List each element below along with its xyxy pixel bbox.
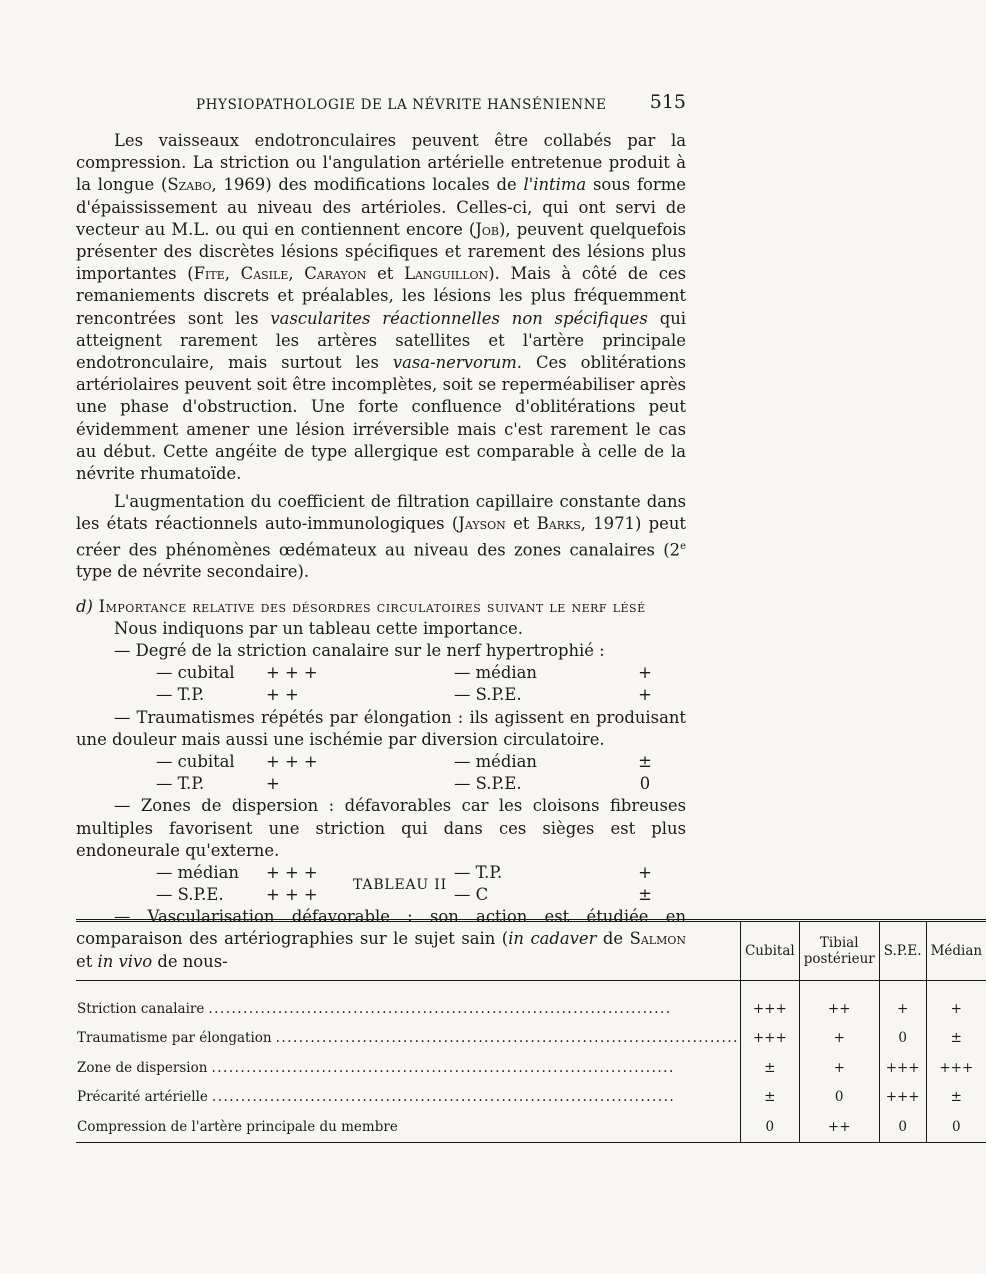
- page-number: 515: [649, 91, 686, 113]
- table-caption: TABLEAU II: [353, 877, 447, 893]
- row-label: Striction canalaire: [77, 1000, 205, 1017]
- striction-grid: [76, 662, 686, 706]
- row-label: Compression de l'artère principale du membre: [77, 1118, 398, 1135]
- grade-value: ±: [638, 885, 652, 905]
- grade-value: + +: [266, 685, 299, 705]
- grade-cell: ++: [799, 1112, 879, 1142]
- grade-cell: 0: [799, 1083, 879, 1113]
- col-header: Tibial postérieur: [799, 921, 879, 981]
- col-header: Cubital: [740, 921, 799, 981]
- row-label-cell: [76, 981, 740, 1024]
- section-d-heading: d) Importance relative des désordres circulatoires suivant le nerf lésé: [76, 596, 646, 616]
- grade-cell: 0: [879, 1112, 926, 1142]
- table-row: [76, 1024, 986, 1054]
- grade-value: +: [638, 663, 652, 683]
- comparison-row: [76, 773, 686, 795]
- row-label-cell: [76, 1024, 740, 1054]
- grade-value: + + +: [266, 751, 318, 771]
- nerve-name: — médian: [454, 663, 537, 683]
- row-label: Zone de dispersion: [77, 1059, 208, 1076]
- trauma-line: — Traumatismes répétés par élongation : ils agissent en produisant une douleur mais aussi une ischémie par diversion circulatoire.: [76, 707, 686, 749]
- row-label: Traumatisme par élongation: [77, 1030, 272, 1047]
- trauma-grid: [76, 751, 686, 795]
- col-header: Médian: [926, 921, 986, 981]
- nerve-name: — S.P.E.: [454, 774, 522, 794]
- nerve-name: — cubital: [156, 751, 235, 771]
- grade-cell: +: [799, 1053, 879, 1083]
- table-row: [76, 1112, 986, 1142]
- table-row: [76, 1053, 986, 1083]
- section-d-intro: Nous indiquons par un tableau cette importance.: [114, 618, 523, 638]
- vascularisation-line: — Vascularisation défavorable : son action est étudiée en comparaison des artériographies sur le sujet sain (in cadaver de Salmon et in vivo de nous-: [76, 907, 686, 971]
- grade-value: + + +: [266, 663, 318, 683]
- nerve-name: — S.P.E.: [454, 685, 522, 705]
- grade-value: +: [638, 685, 652, 705]
- striction-line: — Degré de la striction canalaire sur le nerf hypertrophié :: [114, 640, 605, 660]
- grade-cell: +++: [740, 1024, 799, 1054]
- tableau-ii: [76, 919, 986, 1143]
- nerve-name: — médian: [156, 862, 239, 882]
- grade-value: ±: [638, 751, 652, 771]
- grade-cell: +++: [740, 981, 799, 1024]
- comparison-row: [76, 684, 686, 706]
- nerve-name: — T.P.: [156, 685, 205, 705]
- nerve-name: — T.P.: [454, 862, 503, 882]
- grade-cell: ±: [926, 1024, 986, 1054]
- grade-value: +: [638, 862, 652, 882]
- grade-value: 0: [639, 774, 651, 794]
- leader-dots: ................................................................................: [211, 1059, 675, 1076]
- grade-cell: +: [799, 1024, 879, 1054]
- nerve-name: — médian: [454, 751, 537, 771]
- leader-dots: ................................................................................: [211, 1089, 676, 1106]
- paragraph-vaisseaux: Les vaisseaux endotronculaires peuvent être collabés par la compression. La striction ou l'angulation artérielle entretenue produit à la longue (Szabo, 1969) des modifications locales de l'intima sous forme d'épaississement au niveau des artérioles. Celles-ci, qui ont servi de vecteur au M.L. ou qui en contiennent encore (Job), peuvent quelquefois présenter des discrètes lésions spécifiques et rarement des lésions plus importantes (Fite, Casile, Carayon et Languillon). Mais à côté de ces remaniements discrets et préalables, les lésions les plus fréquemment rencontrées sont les vascularites réactionnelles non spécifiques qui atteignent rarement les artères satellites et l'artère principale endotronculaire, mais surtout les vasa-nervorum. Ces oblitérations artériolaires peuvent soit être incomplètes, soit se reperméabiliser après une phase d'obstruction. Une forte confluence d'oblitérations peut évidemment amener une lésion irréversible mais c'est rarement le cas au début. Cette angéite de type allergique est comparable à celle de la névrite rhumatoïde.: [76, 131, 687, 484]
- grade-value: + + +: [266, 885, 318, 905]
- nerve-name: — C: [454, 885, 489, 905]
- paragraph-filtration: L'augmentation du coefficient de filtration capillaire constante dans les états réactionnels auto-immunologiques (Jayson et Barks, 1971) peut créer des phénomènes œdémateux au niveau des zones canalaires (2e type de névrite secondaire).: [76, 492, 686, 582]
- col-header: S.P.E.: [879, 921, 926, 981]
- row-label-cell: [76, 1112, 740, 1142]
- grade-cell: ±: [740, 1053, 799, 1083]
- body-text: [76, 130, 686, 973]
- grade-cell: ++: [799, 981, 879, 1024]
- nerve-name: — S.P.E.: [156, 885, 224, 905]
- nerve-name: — T.P.: [156, 774, 205, 794]
- comparison-row: [76, 751, 686, 773]
- running-title: PHYSIOPATHOLOGIE DE LA NÉVRITE HANSÉNIENNE: [196, 97, 607, 113]
- grade-cell: +++: [926, 1053, 986, 1083]
- grade-cell: +: [879, 981, 926, 1024]
- table-header-blank: [76, 921, 740, 981]
- grade-value: +: [266, 774, 280, 794]
- grade-cell: 0: [879, 1024, 926, 1054]
- nerve-name: — cubital: [156, 663, 235, 683]
- grade-cell: 0: [926, 1112, 986, 1142]
- grade-cell: 0: [740, 1112, 799, 1142]
- comparison-row: [76, 662, 686, 684]
- row-label-cell: [76, 1053, 740, 1083]
- table-header-row: [76, 921, 986, 981]
- grade-cell: +++: [879, 1053, 926, 1083]
- table-row: [76, 1083, 986, 1113]
- leader-dots: ................................................................................: [208, 1000, 672, 1017]
- grade-cell: ±: [926, 1083, 986, 1113]
- leader-dots: ................................................................................: [275, 1030, 739, 1047]
- grade-cell: ±: [740, 1083, 799, 1113]
- zones-line: — Zones de dispersion : défavorables car les cloisons fibreuses multiples favorisent une striction qui dans ces sièges est plus endoneurale qu'externe.: [76, 796, 686, 860]
- grade-cell: +++: [879, 1083, 926, 1113]
- table-row: [76, 981, 986, 1024]
- grade-value: + + +: [266, 862, 318, 882]
- grade-cell: +: [926, 981, 986, 1024]
- row-label: Précarité artérielle: [77, 1089, 208, 1106]
- row-label-cell: [76, 1083, 740, 1113]
